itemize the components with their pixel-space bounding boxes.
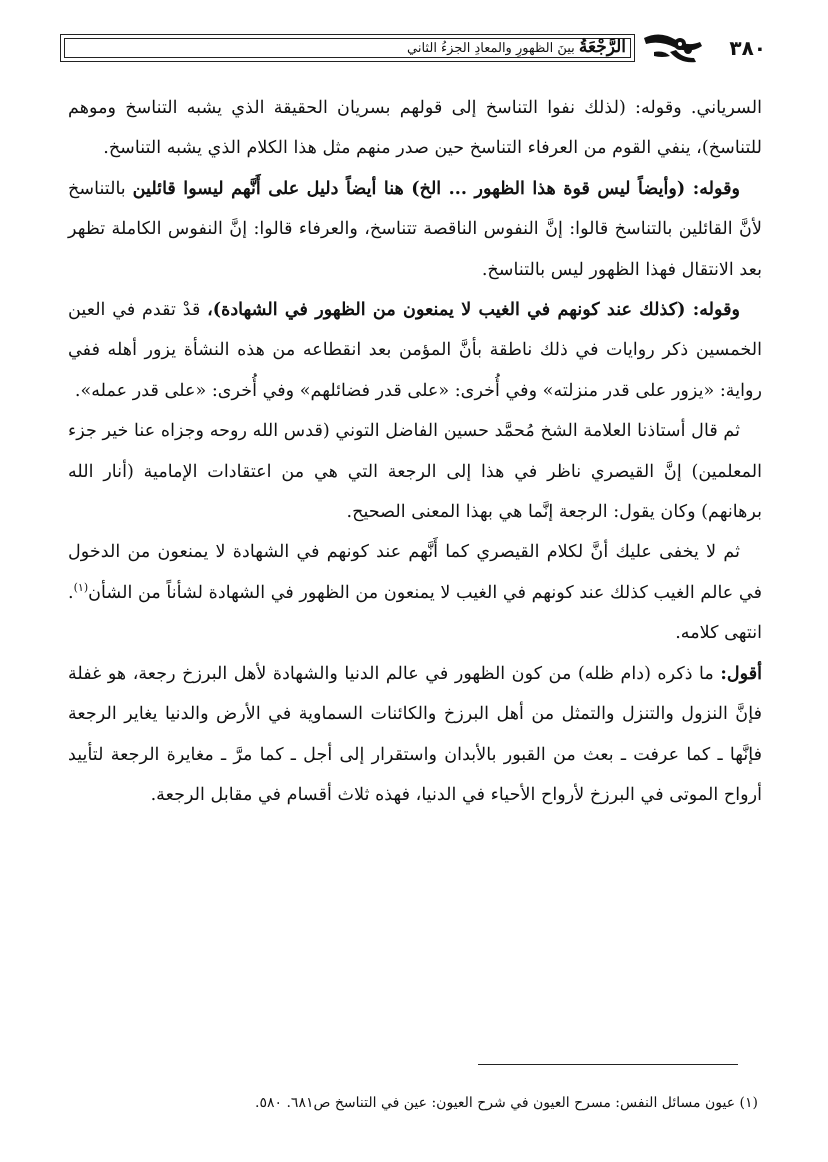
book-title-main: الرَّجْعَةُ <box>578 37 626 57</box>
paragraph-1 <box>68 88 762 169</box>
paragraph-2-text: بالتناسخ لأنَّ القائلين بالتناسخ قالوا: إنَّ النفوس الناقصة تتناسخ، والعرفاء قالوا: إنَّ النفوس الكاملة تظهر بعد الانتقال فهذا الظهور ليس بالتناسخ. <box>68 178 763 280</box>
header-title <box>61 35 634 61</box>
volume-label: الجزءُ الثاني <box>407 41 471 56</box>
paragraph-6 <box>68 654 762 816</box>
header-ornament-icon <box>640 28 710 68</box>
paragraph-3-lead: وقوله: (كذلك عند كونهم في الغيب لا يمنعون من الظهور في الشهادة)، <box>207 299 741 321</box>
paragraph-3 <box>68 290 762 411</box>
paragraph-3-text: قدْ تقدم في العين الخمسين ذكر روايات في ذلك ناطقة بأنَّ المؤمن بعد انقطاعه من هذه النشأة يزور أهله ففي رواية: «يزور على قدر منزلته» وفي أُخرى: «على قدر فضائلهم» وفي أُخرى: «على قدر عمله». <box>68 300 762 401</box>
paragraph-5-lead: ثم لا يخفى عليك أنَّ لكلام القيصري كما أَنَّهم عند كونهم في الشهادة لا يمنعون من الدخول في عالم الغيب كذلك عند كونهم في الغيب لا يمنعون من الظهور في الشهادة لشأناً من الشأن <box>68 542 762 603</box>
running-header <box>60 28 768 74</box>
footnote-separator <box>478 1064 738 1065</box>
page-number: ٣٨٠ <box>729 36 766 60</box>
paragraph-4-text: ثم قال أستاذنا العلامة الشخ مُحمَّد حسين الفاضل التوني (قدس الله روحه وجزاه عنا خير جزء المعلمين) إنَّ القيصري ناظر في هذا إلى الرجعة التي هي من اعتقادات الإمامية (أنار الله برهانهم) وكان يقول: الرجعة إنَّما هي بهذا المعنى الصحيح. <box>68 421 762 523</box>
paragraph-5 <box>68 532 762 653</box>
header-title-frame <box>60 34 635 62</box>
footnote-reference[interactable]: (١) <box>73 581 89 595</box>
paragraph-6-lead: أقول: <box>720 662 762 684</box>
paragraph-6-text: ما ذكره (دام ظله) من كون الظهور في عالم الدنيا والشهادة لأهل البرزخ رجعة، هو غفلة فإنَّ النزول والتنزل والتمثل من أهل البرزخ والكائنات السماوية في الأرض والدنيا يغاير الرجعة فإنَّها ـ كما عرفت ـ بعث من القبور بالأبدان واستقرار إلى أجل ـ كما مرَّ ـ مغايرة الرجعة لتأييد أرواح الموتى في البرزخ لأرواح الأحياء في الدنيا، فهذه ثلاث أقسام في مقابل الرجعة. <box>68 663 762 805</box>
paragraph-2-lead: وقوله: (وأيضاً ليس قوة هذا الظهور ... الخ) هنا أيضاً دليل على أَنَّهم ليسوا قائلين <box>132 177 740 199</box>
footnote: (١) عيون مسائل النفس: مسرح العيون في شرح العيون: عين في التناسخ ص٦٨١. ٥٨٠. <box>255 1095 758 1111</box>
paragraph-4 <box>68 411 762 532</box>
body-text <box>68 88 762 815</box>
book-title-rest: بينَ الظهورِ والمعادِ <box>470 41 579 56</box>
paragraph-1-text: السرياني. وقوله: (لذلك نفوا التناسخ إلى قولهم بسريان الحقيقة الذي يشبه التناسخ وموهم للتناسخ)، ينفي القوم من العرفاء التناسخ حين صدر منهم مثل هذا الكلام الذي يشبه التناسخ. <box>68 98 762 159</box>
paragraph-5-text: . انتهى كلامه. <box>68 582 762 644</box>
paragraph-2 <box>68 169 762 290</box>
